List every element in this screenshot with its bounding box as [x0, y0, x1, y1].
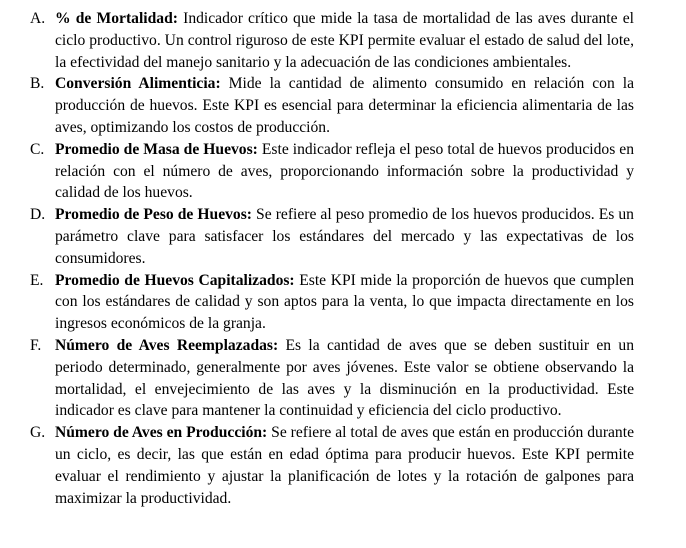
- list-marker: A.: [30, 10, 46, 27]
- description-capitalized-eggs: Este KPI mide la proporción de huevos que cumplen con los estándares de calidad y son aptos para la venta, lo que impacta directamente en los ingresos económicos de la granja.: [55, 271, 635, 333]
- list-item-capitalized-eggs: [0, 270, 634, 335]
- term-capitalized-eggs: Promedio de Huevos Capitalizados:: [55, 271, 295, 289]
- list-item-egg-weight: [0, 204, 634, 269]
- list-marker: F.: [30, 336, 42, 354]
- list-marker: E.: [30, 271, 44, 289]
- list-marker: B.: [30, 75, 45, 93]
- term-egg-weight: Promedio de Peso de Huevos:: [55, 206, 252, 224]
- description-birds-in-production: Se refiere al total de aves que están en producción durante un ciclo, es decir, las que están en edad óptima para producir huevos. Este KPI permite evaluar el rendimiento y ajustar la planificación de lotes y la rotación de galpones para maximizar la productividad.: [55, 424, 634, 507]
- list-item-mortality: [0, 8, 634, 73]
- term-replaced-birds: Número de Aves Reemplazadas:: [55, 336, 279, 354]
- description-replaced-birds: Es la cantidad de aves que se deben sustituir en un periodo determinado, generalmente por aves jóvenes. Este valor se obtiene observando la mortalidad, el envejecimiento de las aves y la disminución en la productividad. Este indicador es clave para mantener la continuidad y eficiencia del ciclo productivo.: [55, 336, 634, 420]
- term-feed-conversion: Conversión Alimenticia:: [55, 75, 221, 93]
- list-item-replaced-birds: [0, 335, 634, 422]
- description-feed-conversion: Mide la cantidad de alimento consumido en relación con la producción de huevos. Este KPI es esencial para determinar la eficiencia alimentaria de las aves, optimizando los costos de producción.: [55, 75, 634, 136]
- description-egg-weight: Se refiere al peso promedio de los huevos producidos. Es un parámetro clave para satisfacer los estándares del mercado y las expectativas de los consumidores.: [55, 206, 634, 267]
- list-marker: G.: [30, 424, 46, 442]
- list-item-feed-conversion: [0, 73, 634, 138]
- description-egg-mass: Este indicador refleja el peso total de huevos producidos en relación con el número de aves, proporcionando información sobre la productividad y calidad de los huevos.: [55, 140, 634, 202]
- list-item-egg-mass: [0, 139, 634, 204]
- kpi-definition-list: [0, 8, 686, 509]
- term-mortality: % de Mortalidad:: [55, 10, 178, 27]
- list-marker: D.: [30, 206, 46, 224]
- list-item-birds-in-production: [0, 422, 634, 509]
- description-mortality: Indicador crítico que mide la tasa de mortalidad de las aves durante el ciclo productivo. Un control riguroso de este KPI permite evaluar el estado de salud del lote, la efectividad del manejo sanitario y la adecuación de las condiciones ambientales.: [55, 10, 634, 71]
- term-birds-in-production: Número de Aves en Producción:: [55, 424, 268, 442]
- list-marker: C.: [30, 140, 45, 158]
- term-egg-mass: Promedio de Masa de Huevos:: [55, 140, 258, 158]
